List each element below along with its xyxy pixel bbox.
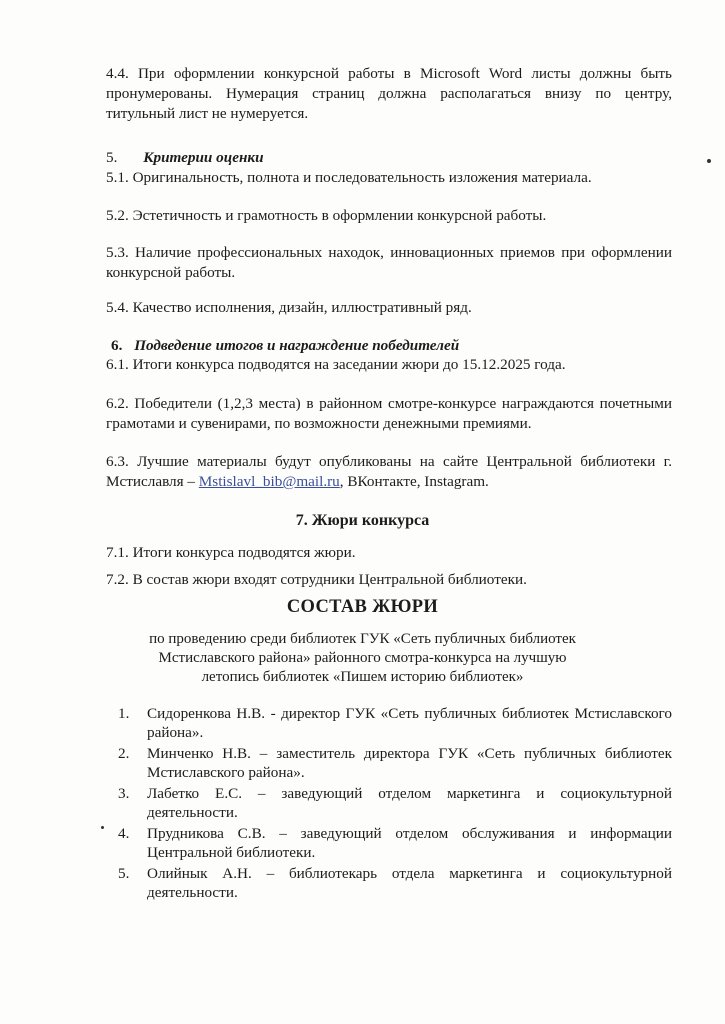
jury-members-list [118,705,672,905]
scan-speck [707,159,711,163]
jury-subtitle-line: по проведению среди библиотек ГУК «Сеть публичных библиотек [149,631,576,647]
clause-5-2: 5.2. Эстетичность и грамотность в оформлении конкурсной работы. [106,207,547,224]
clause-6-3-text: 6.3. Лучшие материалы будут опубликованы на сайте Центральной библиотеки г. Мстиславля – [106,453,672,490]
section-5-number: 5. [106,149,118,166]
scan-speck [101,826,104,829]
jury-subtitle [0,630,725,687]
library-email-link[interactable]: Mstislavl_bib@mail.ru [198,473,340,490]
jury-member-number: 1. [118,705,130,722]
jury-member-text: Прудникова С.В. – заведующий отделом обслуживания и информации Центральной библиотеки. [147,825,672,861]
jury-member [118,825,672,862]
jury-member [118,745,672,782]
jury-member-text: Минченко Н.В. – заместитель директора ГУК «Сеть публичных библиотек Мстиславского района». [147,745,672,781]
jury-member-number: 2. [118,745,130,762]
section-6-heading [111,336,459,356]
clause-6-3-social: , ВКонтакте, Instagram. [339,473,489,490]
jury-member-number: 4. [118,825,130,842]
clause-5-1: 5.1. Оригинальность, полнота и последовательность изложения материала. [106,169,592,186]
section-7-title: 7. Жюри конкурса [295,512,430,529]
jury-member-number: 5. [118,865,130,882]
clause-6-3 [106,452,672,492]
clause-7-2: 7.2. В состав жюри входят сотрудники Центральной библиотеки. [106,571,527,588]
jury-subtitle-line: Мстиславского района» районного смотра-конкурса на лучшую [158,650,567,666]
section-5-title: Критерии оценки [143,149,264,166]
section-6-title: Подведение итогов и награждение победителей [134,337,460,354]
jury-composition-title: СОСТАВ ЖЮРИ [286,597,439,617]
clause-5-4: 5.4. Качество исполнения, дизайн, иллюстративный ряд. [106,299,472,316]
jury-member-text: Сидоренкова Н.В. - директор ГУК «Сеть публичных библиотек Мстиславского района». [147,705,672,741]
jury-member-text: Лабетко Е.С. – заведующий отделом маркетинга и социокультурной деятельности. [147,785,672,821]
clause-5-3: 5.3. Наличие профессиональных находок, инновационных приемов при оформлении конкурсной работы. [106,244,672,281]
jury-member [118,705,672,742]
section-6-number: 6. [111,337,123,354]
jury-member-number: 3. [118,785,130,802]
clause-7-1: 7.1. Итоги конкурса подводятся жюри. [106,544,356,561]
section-5-heading [106,148,264,168]
clause-6-1: 6.1. Итоги конкурса подводятся на заседании жюри до 15.12.2025 года. [106,356,566,373]
jury-member [118,865,672,902]
clause-4-4: 4.4. При оформлении конкурсной работы в Microsoft Word листы должны быть пронумерованы. Нумерация страниц должна располагаться внизу по центру, титульный лист не нумеруется. [106,65,672,122]
jury-member-text: Олийнык А.Н. – библиотекарь отдела маркетинга и социокультурной деятельности. [147,865,672,901]
clause-6-2: 6.2. Победители (1,2,3 места) в районном смотре-конкурсе награждаются почетными грамотами и сувенирами, по возможности денежными премиями. [106,395,672,432]
jury-subtitle-line: летопись библиотек «Пишем историю библиотек» [201,669,524,685]
jury-member [118,785,672,822]
